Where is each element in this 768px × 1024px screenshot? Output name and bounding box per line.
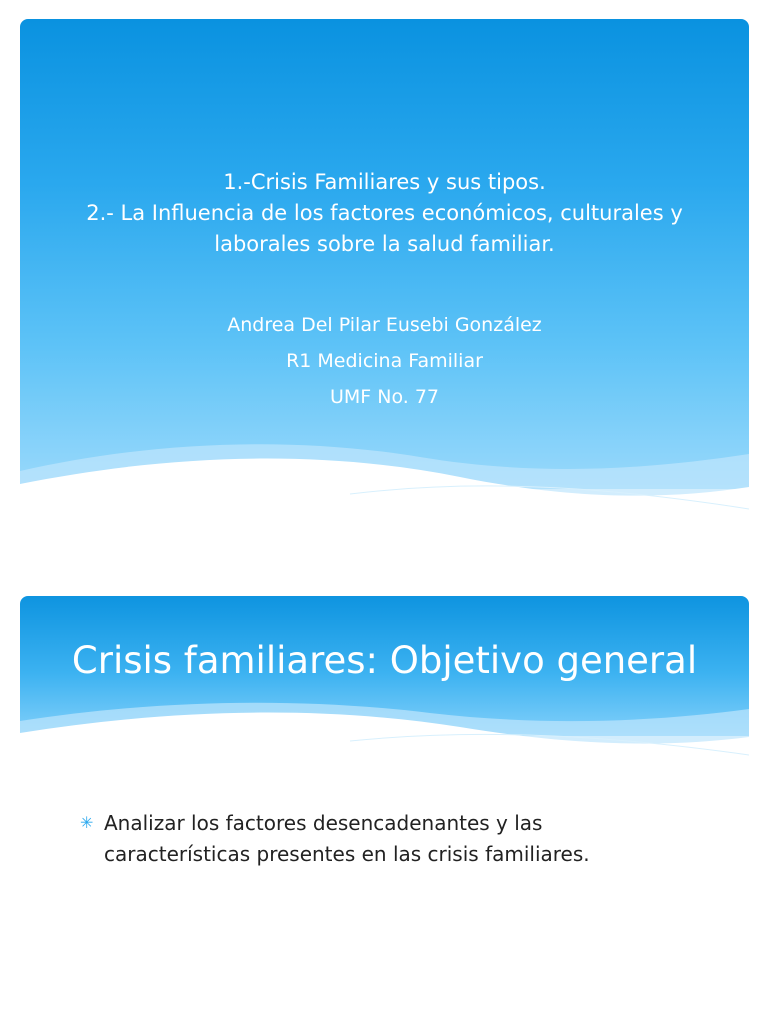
slide-1-wave-decoration — [20, 429, 749, 539]
slide-1-title — [20, 167, 749, 260]
slide-2-heading: Crisis familiares: Objetivo general — [71, 639, 698, 682]
slide-1-subtitle — [20, 307, 749, 415]
slide-1 — [20, 19, 749, 539]
slide-1-title-line: 2.- La Influencia de los factores económicos, culturales y — [86, 201, 683, 225]
bullet-icon: ✳ — [80, 813, 94, 832]
bullet-text-line: características presentes en las crisis familiares. — [104, 842, 590, 866]
author-role: R1 Medicina Familiar — [286, 350, 483, 372]
author-unit: UMF No. 77 — [329, 386, 440, 408]
slide-1-title-line: 1.-Crisis Familiares y sus tipos. — [223, 170, 546, 194]
slide-1-title-line: laborales sobre la salud familiar. — [214, 232, 555, 256]
bullet-text — [104, 808, 590, 870]
bullet-item — [80, 808, 720, 870]
bullet-text-line: Analizar los factores desencadenantes y las — [104, 811, 543, 835]
author-name: Andrea Del Pilar Eusebi González — [227, 314, 542, 336]
slide-2-wave-decoration — [20, 691, 749, 786]
slide-2 — [20, 596, 749, 1024]
